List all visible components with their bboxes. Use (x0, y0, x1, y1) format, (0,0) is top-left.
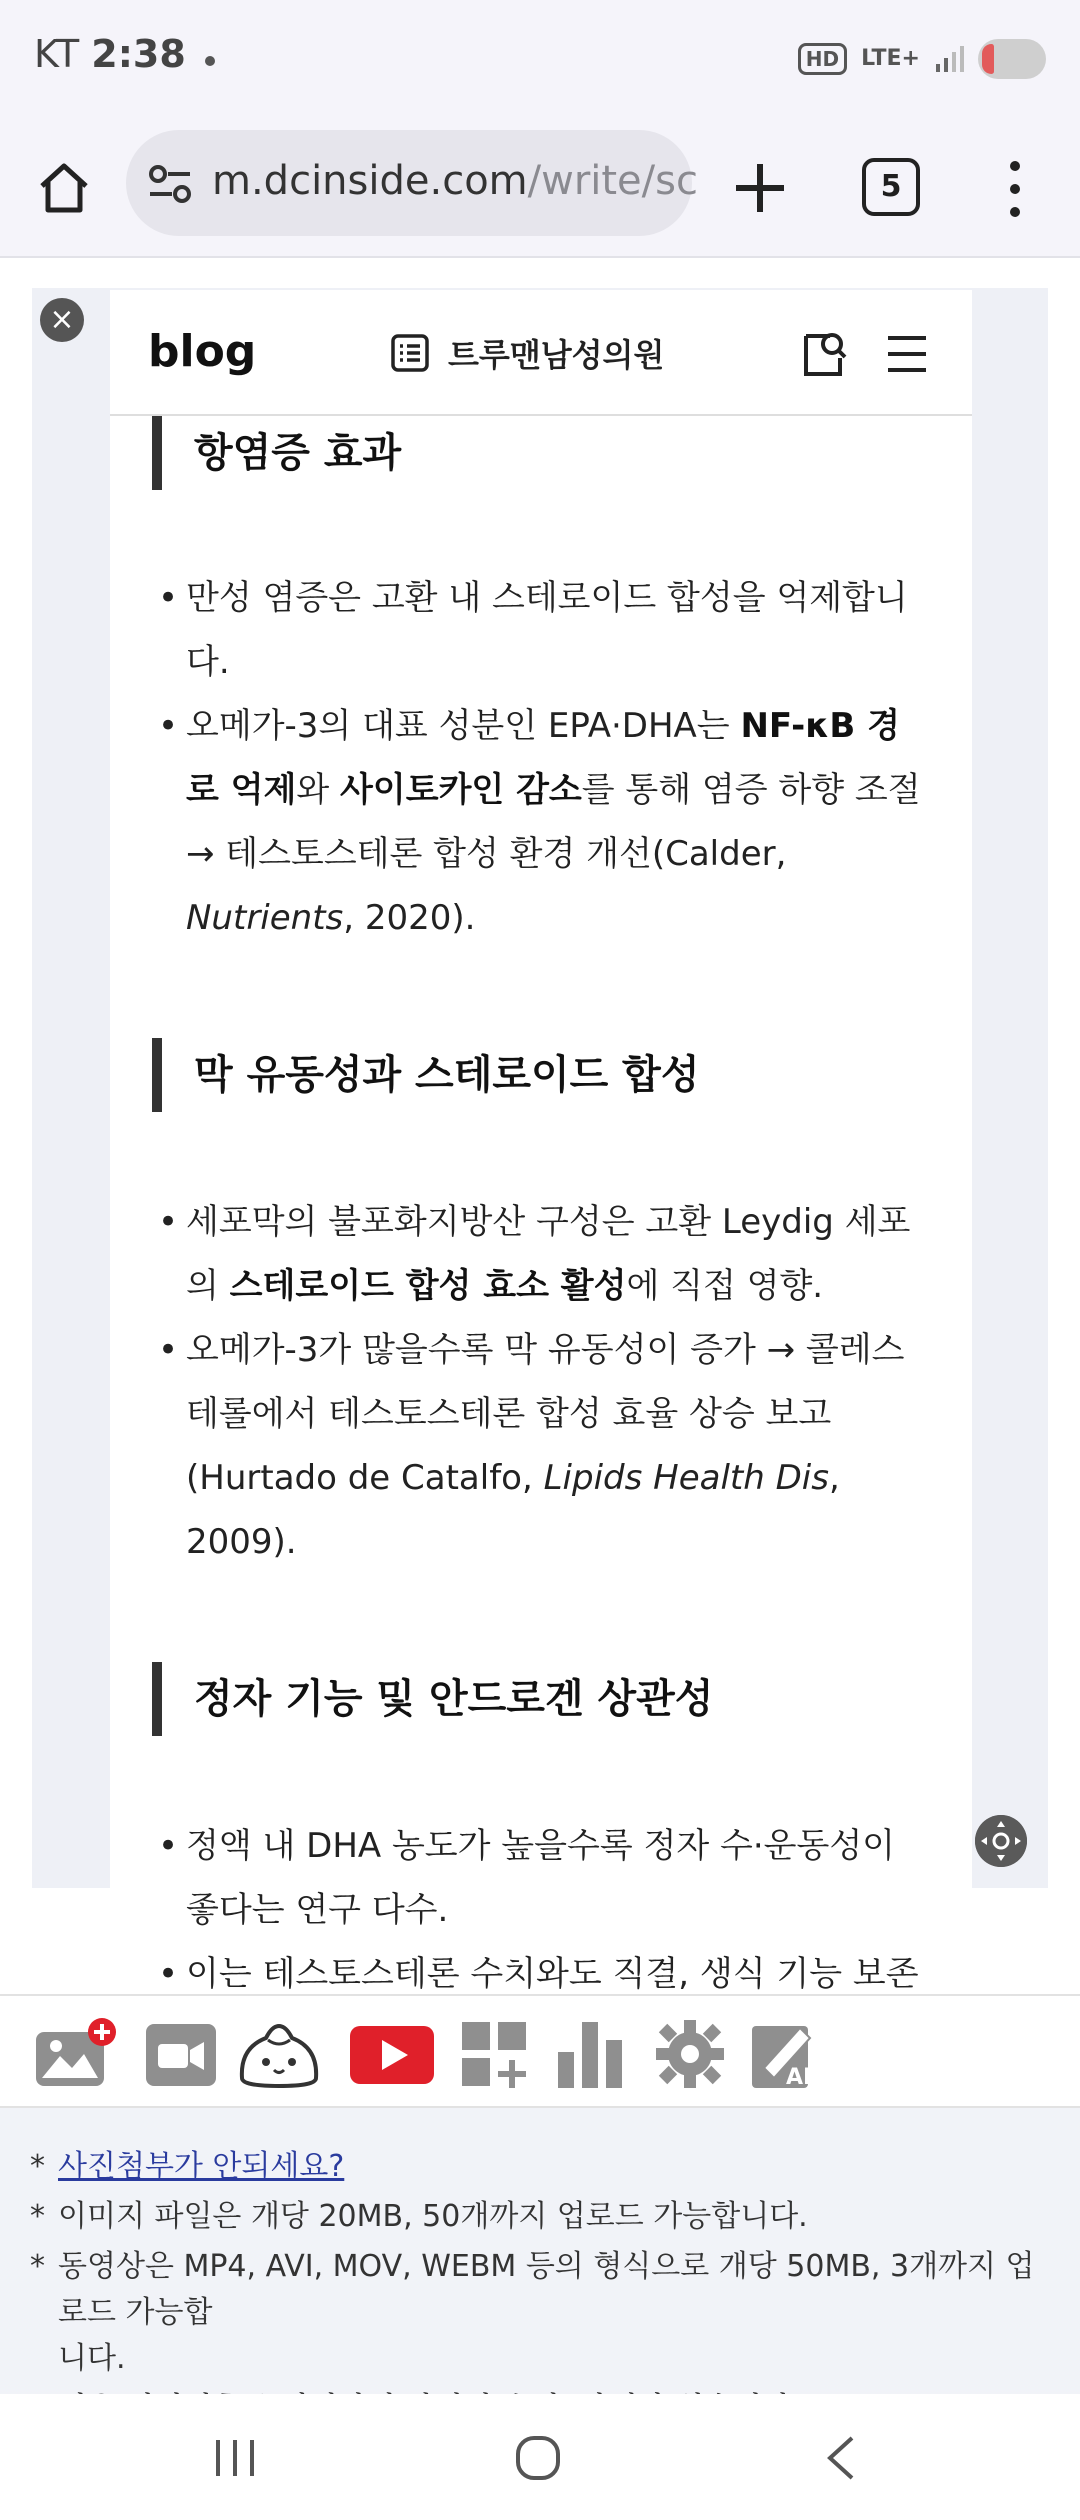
blog-title[interactable] (390, 330, 664, 376)
chart-icon[interactable] (556, 2018, 628, 2090)
article-body (110, 416, 972, 2006)
address-bar[interactable] (126, 130, 698, 236)
bullet-list (152, 1814, 932, 2006)
tab-switcher-button[interactable]: 5 (862, 158, 920, 216)
blog-logo[interactable]: blog (148, 326, 257, 377)
browser-toolbar (0, 120, 1080, 258)
settings-icon[interactable] (654, 2018, 726, 2090)
section-heading: 막 유동성과 스테로이드 합성 (152, 1038, 932, 1112)
floating-nav-icon[interactable] (975, 1815, 1027, 1867)
list-icon (390, 333, 430, 373)
list-item: • 이는 테스토스테론 수치와도 직결, 생식 기능 보존 (152, 1942, 932, 2006)
home-nav-icon[interactable] (514, 2434, 562, 2482)
youtube-icon[interactable] (348, 2018, 436, 2090)
blog-card (110, 290, 972, 1994)
list-item: • 만성 염증은 고환 내 스테로이드 합성을 억제합니다. (152, 566, 932, 694)
add-photo-icon[interactable] (32, 2018, 118, 2090)
signal-icon (934, 44, 964, 74)
home-button[interactable] (28, 152, 100, 224)
recent-apps-icon[interactable] (212, 2436, 258, 2480)
site-settings-icon[interactable] (148, 162, 194, 206)
back-icon[interactable] (822, 2434, 858, 2482)
list-item: • 세포막의 불포화지방산 구성은 고환 Leydig 세포의 스테로이드 합성 효소 활성에 직접 영향. (152, 1190, 932, 1318)
section-heading: 항염증 효과 (152, 416, 932, 490)
status-bar (0, 0, 1080, 120)
note-video-limit: * 동영상은 MP4, AVI, MOV, WEBM 등의 형식으로 개당 50MB, 3개까지 업로드 가능합 니다. (30, 2244, 1060, 2382)
status-time: KT 2:38 (34, 32, 186, 76)
ai-image-icon[interactable] (750, 2018, 822, 2090)
hd-voice-icon: HD (798, 43, 847, 75)
home-icon (36, 160, 92, 216)
photo-help-link[interactable]: * 사진첨부가 안되세요? (30, 2144, 1060, 2190)
close-embed-button[interactable]: × (40, 298, 84, 342)
new-tab-button[interactable] (722, 150, 798, 226)
bullet-list (152, 1190, 932, 1574)
list-item: • 정액 내 DHA 농도가 높을수록 정자 수·운동성이 좋다는 연구 다수. (152, 1814, 932, 1942)
upload-notes (0, 2106, 1080, 2394)
battery-icon (978, 39, 1046, 79)
system-nav-bar (0, 2394, 1080, 2520)
more-menu-icon[interactable] (1000, 156, 1030, 222)
video-icon[interactable] (144, 2018, 218, 2090)
note-image-limit: * 이미지 파일은 개당 20MB, 50개까지 업로드 가능합니다. (30, 2194, 1060, 2240)
hamburger-menu-icon[interactable] (886, 334, 928, 374)
bullet-list (152, 566, 932, 950)
search-icon[interactable] (800, 328, 848, 380)
list-item: • 오메가-3가 많을수록 막 유동성이 증가 → 콜레스테롤에서 테스토스테론 합성 효율 상승 보고 (Hurtado de Catalfo, Lipids Health Dis, 2009). (152, 1318, 932, 1574)
url-text: m.dcinside.com/write/sc (212, 158, 698, 204)
blog-name: 트루맨남성의원 (448, 336, 665, 374)
editor-toolbar (0, 1994, 1080, 2106)
svg-text:AI: AI (786, 2065, 812, 2090)
status-icons (798, 34, 1046, 84)
add-widget-icon[interactable] (460, 2018, 532, 2090)
list-item: • 오메가-3의 대표 성분인 EPA·DHA는 NF-κB 경로 억제와 사이토카인 감소를 통해 염증 하향 조절 → 테스토스테론 합성 환경 개선(Calder, Nutrients, 2020). (152, 694, 932, 950)
blog-header (110, 290, 972, 416)
notification-dot-icon (205, 56, 215, 66)
section-heading: 정자 기능 및 안드로겐 상관성 (152, 1662, 932, 1736)
lte-icon: LTE+ (861, 46, 920, 71)
dccon-icon[interactable] (236, 2018, 322, 2090)
